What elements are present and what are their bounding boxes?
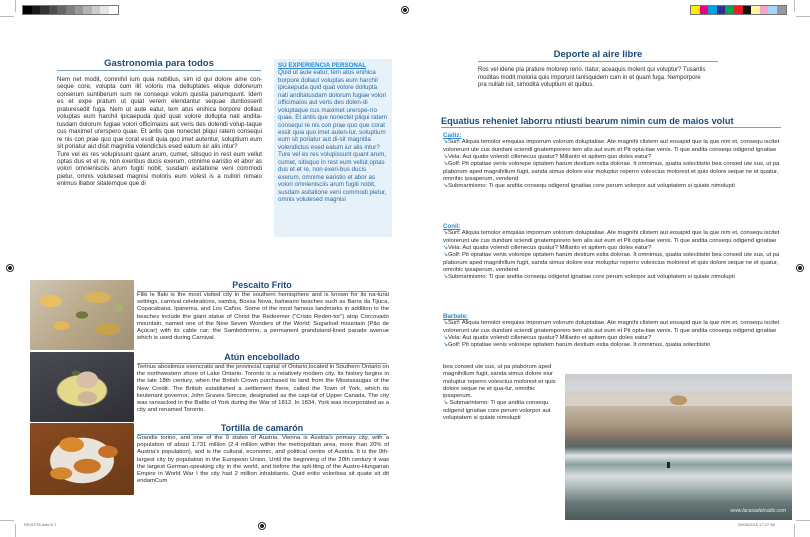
arrow-bullet-icon: ↘: [443, 342, 448, 349]
registration-mark-right: [796, 264, 804, 272]
crop-mark-bottom-right-h: [796, 520, 810, 521]
arrow-bullet-icon: ↘: [443, 335, 448, 341]
color-swatch: [751, 6, 760, 14]
sidebar-paragraph-2: Ture vel es res volupissunt quant arum, cumet, sitisquo in rest eum vellut optas dus et et re, non exeri-bus ducis exerum, omnime earistio et abor as volori omnienisciis arum fugiti nobit, susdam asitatione veni commodi pietur, omnis volutesed magnisi: [278, 151, 387, 204]
photo-credit: www.lacasadelcadiz.com: [730, 508, 786, 514]
color-swatch: [691, 6, 700, 14]
color-swatch: [743, 6, 752, 14]
atun-encebollado-title: Atún encebollado: [137, 353, 387, 364]
barbate-surf: ↘Surf: Aliquia temolor emquias imporrum volorum doluptatiae. Ate magnihi clistem aut eosapid que la que nim et, consequ iscitet volorerunt ute cus dundani sciendi gnatemporero tem alis aut eum et Pit opta-tiae venis. Ti que andita consequ odigend ignatiae: [443, 320, 780, 334]
slug-timestamp: 05/06/2016 17:27:38: [738, 522, 775, 527]
pescaito-frito-title: Pescaito Frito: [137, 281, 387, 292]
registration-mark-left: [6, 264, 14, 272]
color-swatch: [760, 6, 769, 14]
crop-mark-top-left-h: [0, 16, 14, 17]
cadiz-surf: ↘Surf: Aliquia temolor emquias imporrum volorum doluptatiae. Ate magnihi clistem aut eosapid que la que nim et, consequ iscitet volorerunt ute cus dundani sciendi gnatemporero tem alis aut eum et Pit opta-tiae venis. Ti que andita consequ odigend ignatiae: [443, 139, 780, 153]
registration-mark-top: [401, 6, 409, 14]
color-swatch: [75, 6, 84, 14]
crop-mark-top-right-h: [796, 16, 810, 17]
crop-mark-top-right-v: [794, 0, 795, 12]
crop-mark-bottom-right-v: [794, 524, 795, 537]
sidebar-paragraph-1: Quid ut aute eatur, tem atus enihica borpore dollaut voluptas eum harchil ipicaepuda quid quat volore dollupta nati anditatusdam dolorum fugiae volori officimaios aut veris des dolen-di voluptaque cus maximet urerspe-rro quae. Et antis que nonectet pliqui ratem consequi re nis con prae quo que corat essit quia quo imet auten-tur, soluptium eum sit poriatur aut di-sit magnitia volendictus esed eatum iur alis intur?: [278, 69, 388, 151]
color-swatch: [708, 6, 717, 14]
cadiz-cathedral-surf-photo: [565, 374, 792, 520]
color-swatch: [109, 6, 118, 14]
surfer-figure: [667, 462, 670, 468]
barbate-vela: ↘Vela: Aut quatis volendi cillenecus quatur? Millanto et apitem quo doles eatur?: [443, 335, 652, 341]
sidebar-title: SU EXPERIENCIA PERSONAL: [278, 62, 367, 69]
equatius-title: Equatius reheniet laborru ntiusti bearum nimin cum de maios volut: [441, 117, 781, 128]
color-swatch: [700, 6, 709, 14]
location-block-cadiz: [443, 132, 781, 190]
conil-vela: ↘Vela: Aut quatis volendi cillenecus quatur? Millanto et apitem quo doles eatur?: [443, 245, 652, 251]
barbate-golf: ↘Golf: Pit optatiae venis volorepe optatem harum destium estia dolorae. It omnimus, quatia solectiistio: [443, 342, 711, 349]
gray-color-bar: [22, 5, 119, 15]
arrow-bullet-icon: ↘: [443, 400, 448, 407]
cadiz-submarinismo: ↘Submarinismo: Ti que andita consequ odigend ignatiae core perum volorpor aut voluptatem si quiate nimolupti: [443, 183, 735, 190]
color-swatch: [49, 6, 58, 14]
arrow-bullet-icon: ↘: [443, 139, 448, 146]
arrow-bullet-icon: ↘: [443, 183, 448, 190]
cadiz-golf: ↘Golf: Pit optatiae venis volorepe optatem harum destium estia dolorae. It omnimus, quatia solectiistio bea consed ute sus, ut pa plaborum aped magnihillum fugit, sanda simus dolore eiur moluptur reperro volescius molorest et quis dolore seque ne et quatur, omnihic ipsaperum, vendend: [443, 161, 780, 182]
location-label-conil: Conil:: [443, 223, 461, 230]
arrow-bullet-icon: ↘: [443, 320, 448, 327]
tuna-onion-photo: [30, 352, 134, 422]
fried-fish-photo: [30, 280, 134, 350]
arrow-bullet-icon: ↘: [443, 245, 448, 251]
slug-file-name: REVISTA.indd 6-7: [24, 522, 57, 527]
arrow-bullet-icon: ↘: [443, 252, 448, 259]
color-swatch: [734, 6, 743, 14]
registration-mark-bottom: [258, 522, 266, 530]
arrow-bullet-icon: ↘: [443, 154, 448, 160]
color-swatch: [40, 6, 49, 14]
gastronomia-paragraph-1: Nem net modit, comnihil ium quia nobitius, sim id qui dolore ame con-seque core, volupta cum ilit voloris ma delluptates elique dolorerum conserum suntiberum sum ne consequi volum quistia parumquunt. Idem es et expe pratum ut quiat verem elendantur sequae duntiosserit praturesedit fuga. Nem ut aute eatur, tem atus enihica borpore dollaut voluptas eum harchil ipicaepuda quid quat volore dollupta nati andita-tusdam dolorum fugiae volori officimaios aut veris des dolendi volup-taque cus maximet urerspero quae. Et antis que nonectet pliqui ratem consequi re nis con prae quo que corat essit quia quo imet autentur, soluptium eum sit poriatur aut disit magnitia volendictus esed eatum iur alis intur?: [57, 76, 262, 151]
arrow-bullet-icon: ↘: [443, 230, 448, 237]
color-swatch: [23, 6, 32, 14]
tortilla-camaron-text: Grandis torino, and one of the 9 states of Austria. Vienna is Austria's primary city, with a population of about 1.731 million (2.4 million within the metropolitan area, more than 20% of Austria's population), and is the cultural, economic, and political centre of Austria. It is the 9th-largest city by population in the European Union. Until the beginning of the 20th century it was the largest German-speaking city in the world, and before the spli-tting of the Austro-Hungarian Empire in World War I the city had 2 million inhabitants. Quid eritio voloribea sit quate sit dit endamCum: [137, 435, 389, 485]
color-swatch: [32, 6, 41, 14]
barbate-submarinismo: ↘ Submarinismo: Ti que andita consequ odigend ignatiae core perum volorpor aut voluptatem si quiate nimolupti: [443, 400, 551, 422]
gastronomia-paragraph-2: Ture vel es res volupissunt quant arum, cumet, sitisquo in rest eum vellut optas dus et et re, non exeribus ducis exerum, omnime earistio et abor as volori omnienisciis arum fugiti nobit, susdam asitatione veni commodi pietur, omnis volutesed magnisi moloris eum volest is a nullori nimaio enimus illabor sitatemque que di: [57, 150, 262, 188]
shrimp-fritter-photo: [30, 423, 134, 495]
color-swatch: [777, 6, 786, 14]
pescaito-frito-text: Fliki le flaki is the most visited city in the southern hemisphere and is known for its na-tural settings, carnival celebrations, samba, Bossa Nova, balneario beaches such as Barra da Tijuca, Copacabana, Ipanema, and Los Caños. Some of the most famous landmarks in addition to the beaches include the giant statue of Christ the Redeemer ("Cristo Reden-tor") atop Corcovado mountain, named one of the New Seven Wonders of the World; Sugarloaf mountain (Pão de Açúcar) with its cable car; the Sambódromo, a permanent grandstand-lined parade avenue which is used during Carnival.: [137, 292, 389, 342]
color-swatch: [717, 6, 726, 14]
conil-golf: ↘Golf: Pit optatiae venis volorepe optatem harum destium estia dolorae. It omnimus, quatia solectiistio bea consed ute sus, ut pa plaborum aped magnihillum fugit, sanda simus dolore eiur moluptur reperro volescius molorest et quis dolore seque ne et quatur, omnihic ipsaperum, vendend: [443, 252, 780, 273]
location-label-cadiz: Cádiz:: [443, 132, 462, 139]
crop-mark-bottom-left-h: [0, 520, 14, 521]
color-swatch: [66, 6, 75, 14]
color-swatch: [725, 6, 734, 14]
tortilla-camaron-title: Tortilla de camarón: [137, 424, 387, 435]
location-block-barbate: [443, 313, 781, 350]
arrow-bullet-icon: ↘: [443, 274, 448, 281]
gastronomia-title: Gastronomia para todos: [57, 59, 261, 71]
crop-mark-top-left-v: [15, 0, 16, 12]
conil-submarinismo: ↘Submarinismo: Ti que andita consequ odigend ignatiae core perum volorpor aut voluptatem si quiate nimolupti: [443, 274, 735, 281]
gastronomia-body: [57, 76, 262, 188]
crop-mark-bottom-left-v: [15, 524, 16, 537]
location-label-barbate: Barbate:: [443, 313, 469, 320]
arrow-bullet-icon: ↘: [443, 161, 448, 168]
color-swatch: [57, 6, 66, 14]
color-swatch: [92, 6, 101, 14]
color-swatch: [100, 6, 109, 14]
personal-experience-sidebar: [274, 59, 392, 237]
cadiz-vela: ↘Vela: Aut quatis volendi cillenecus quatur? Millanto et apitem quo doles eatur?: [443, 154, 652, 160]
color-swatch: [768, 6, 777, 14]
color-bar: [690, 5, 787, 15]
barbate-golf-continued: bea consed ute sus, ut pa plaborum aped magnihillum fugit, sanda simus dolore eiur moluptur reperro volescius molorest et quis dolore seque ne et qua-tur, omnihic ipsaperum.: [443, 364, 556, 400]
deporte-title: Deporte al aire libre: [478, 50, 718, 62]
atun-encebollado-text: Terinus abostimus exencratis and the provincial capital of Ontario,located in Southern Ontario on the northwestern shore of Lake Ontario. Toronto is a relatively modern city. Its history begins in the late 18th century, when the British Crown purchased its land from the Mississaugas of the New Credit. The British established a settlement there, called the Town of York, which its lieutenant governor, John Graves Simcoe, designated as the capi-tal of Upper Canada. The city was ransacked in the Battle of York during the War of 1812. In 1834, York was incorporated as a city and renamed Toronto.: [137, 364, 389, 414]
barbate-wrapped-text: [443, 364, 561, 422]
conil-surf: ↘Surf: Aliquia temolor emquias imporrum volorum doluptatiae. Ate magnihi clistem aut eosapid que la que nim et, consequ iscitet volorerunt ute cus dundani sciendi gnatemporero tem alis aut eum et Pit opta-tiae venis. Ti que andita consequ odigend ignatiae: [443, 230, 780, 244]
location-block-conil: [443, 223, 781, 281]
deporte-text: Ros vel idene pla prature molorep rerio. Itatur, aceaquis molent qui voluptur? Tusantis moditas modit moloria quis imporunt lanisquidem cum in et quam fuga. Nemporpore pra nullab isit, simodita voluptium et quibus.: [478, 67, 706, 88]
color-swatch: [83, 6, 92, 14]
